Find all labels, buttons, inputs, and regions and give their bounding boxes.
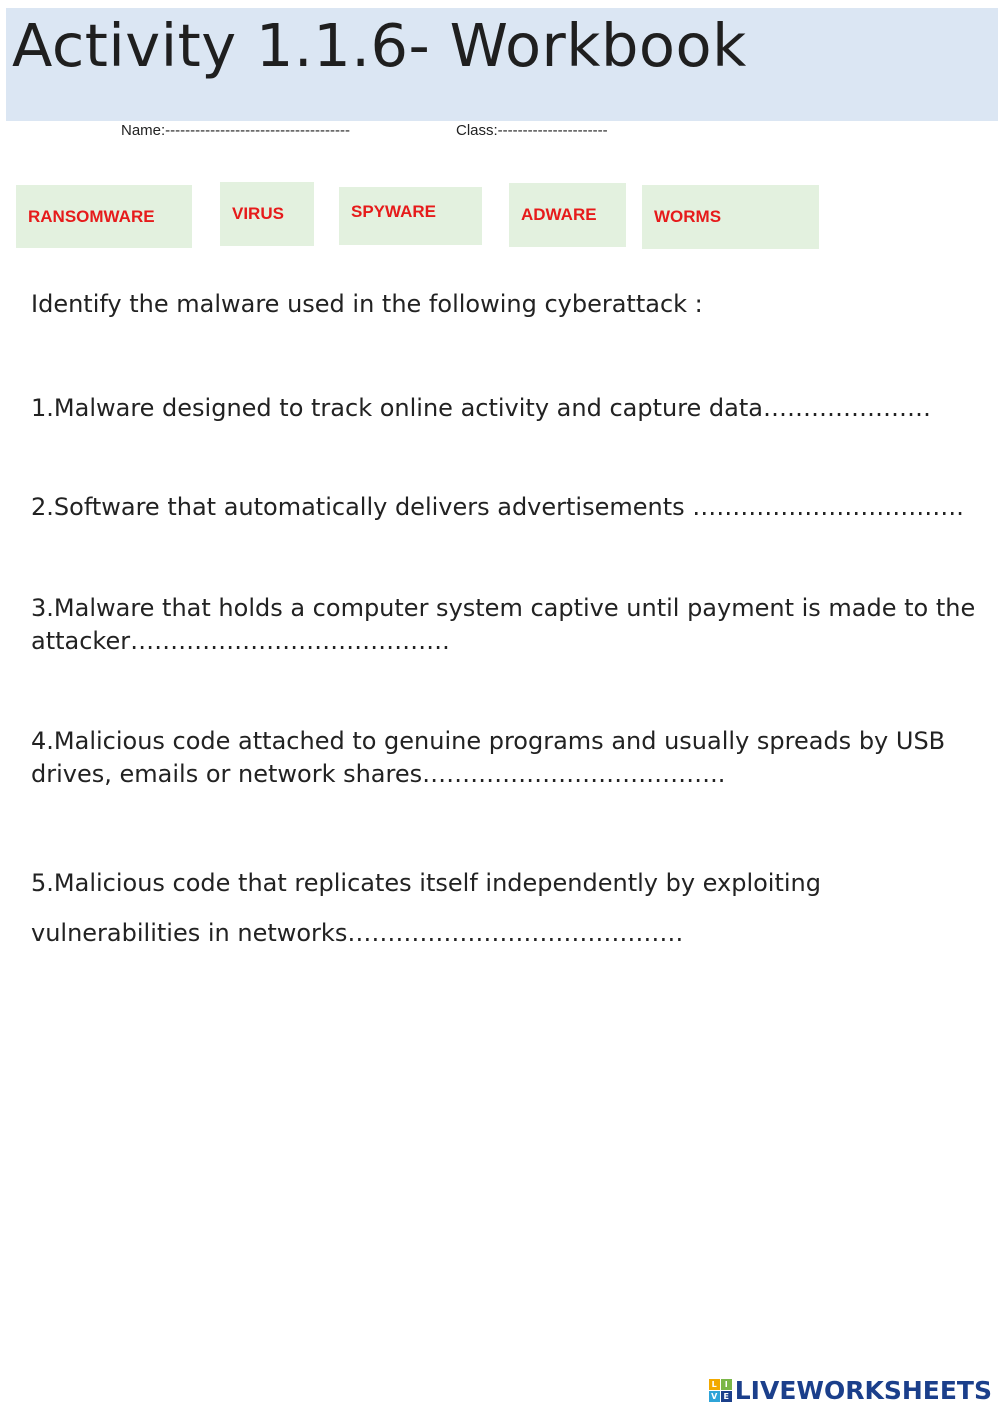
liveworksheets-logo[interactable] xyxy=(709,1376,992,1405)
question-1 xyxy=(31,392,995,425)
logo-letter-v: V xyxy=(709,1391,720,1402)
logo-letter-l: L xyxy=(709,1379,720,1390)
question-2-text: 2.Software that automatically delivers advertisements ……………………………. xyxy=(31,493,964,521)
instructions-text: Identify the malware used in the following cyberattack : xyxy=(31,290,703,318)
class-field-line: Class:---------------------- xyxy=(456,122,608,139)
question-2 xyxy=(31,491,995,524)
question-1-text: 1.Malware designed to track online activity and capture data………………… xyxy=(31,394,931,422)
question-5-line-2: vulnerabilities in networks…………………………………… xyxy=(31,919,684,947)
word-chip-worms[interactable]: WORMS xyxy=(642,185,819,249)
question-4 xyxy=(31,725,995,791)
question-3-line-2: attacker…………………………………. xyxy=(31,627,450,655)
word-chip-virus[interactable]: VIRUS xyxy=(220,182,314,246)
name-field-line: Name:------------------------------------- xyxy=(121,122,350,139)
page-title: Activity 1.1.6- Workbook xyxy=(12,11,747,80)
word-chip-adware[interactable]: ADWARE xyxy=(509,183,626,247)
question-4-line-2: drives, emails or network shares……………………………….. xyxy=(31,760,726,788)
logo-letter-i: I xyxy=(721,1379,732,1390)
logo-letter-e: E xyxy=(721,1391,732,1402)
question-4-line-1: 4.Malicious code attached to genuine programs and usually spreads by USB xyxy=(31,727,946,755)
word-chip-ransomware[interactable]: RANSOMWARE xyxy=(16,185,192,248)
liveworksheets-logo-icon xyxy=(709,1379,732,1402)
question-5 xyxy=(31,858,995,958)
logo-wordmark: LIVEWORKSHEETS xyxy=(734,1376,992,1405)
question-3-line-1: 3.Malware that holds a computer system captive until payment is made to the xyxy=(31,594,976,622)
question-5-line-1: 5.Malicious code that replicates itself independently by exploiting xyxy=(31,869,821,897)
question-3 xyxy=(31,592,995,658)
word-chip-spyware[interactable]: SPYWARE xyxy=(339,187,482,245)
